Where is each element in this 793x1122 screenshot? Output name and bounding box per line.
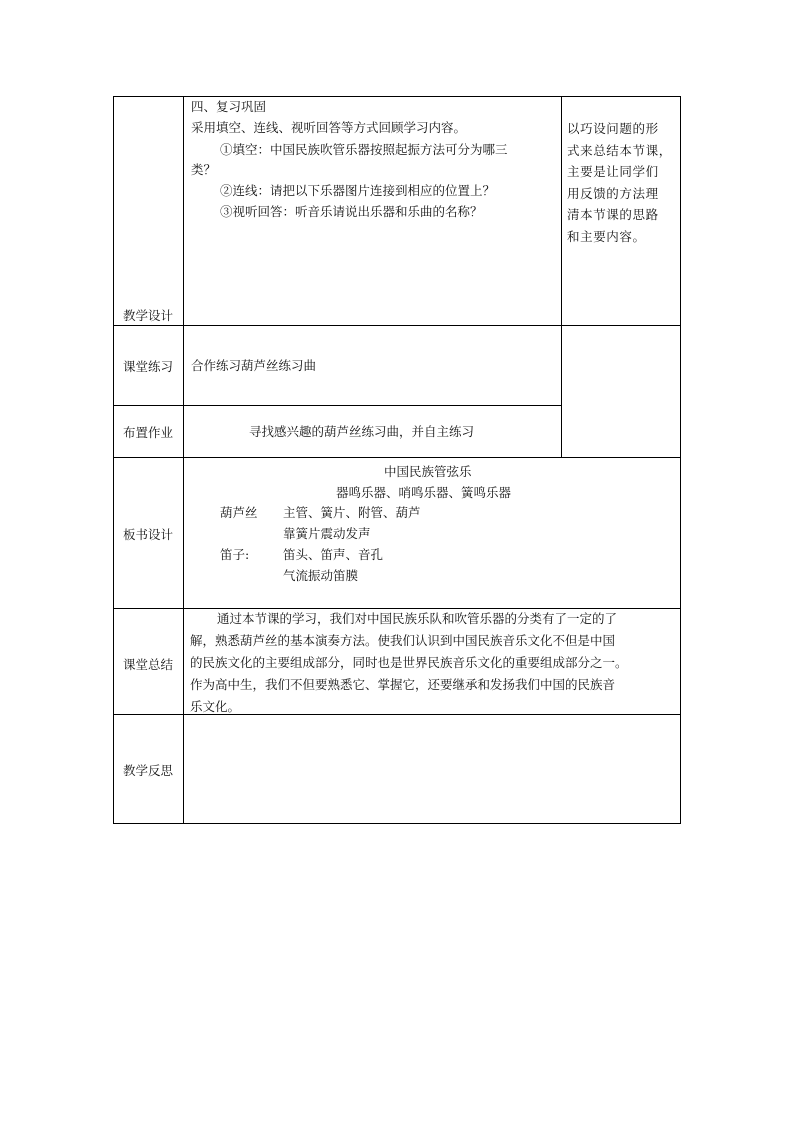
summary-line: 作为高中生，我们不但要熟悉它、掌握它，还要继承和发扬我们中国的民族音 [190, 677, 616, 692]
row-divider-2 [113, 405, 561, 406]
summary-line: 解，熟悉葫芦丝的基本演奏方法。使我们认识到中国民族音乐文化不但是中国 [190, 633, 616, 648]
homework-content: 寻找感兴趣的葫芦丝练习曲，并自主练习 [249, 424, 475, 439]
classroom-practice-content: 合作练习葫芦丝练习曲 [191, 358, 317, 373]
note-column-divider [561, 96, 562, 458]
question-fill-blank-cont: 类？ [191, 162, 217, 177]
dizi-name: 笛子: [220, 547, 250, 562]
table-border-bottom [113, 823, 680, 824]
side-note-line: 主要是让同学们 [567, 164, 659, 179]
summary-paragraph [190, 608, 678, 718]
review-intro: 采用填空、连线、视听回答等方式回顾学习内容。 [191, 120, 467, 135]
hulusi-parts: 主管、簧片、附管、葫芦 [283, 505, 421, 520]
side-note-line: 和主要内容。 [567, 228, 646, 244]
side-note-line: 以巧设问题的形 [567, 121, 659, 136]
label-column-divider [183, 96, 184, 824]
hulusi-sound: 靠簧片震动发声 [283, 526, 371, 541]
summary-line: 乐文化。 [190, 699, 241, 714]
classroom-practice-label: 课堂练习 [122, 359, 173, 374]
review-title: 四、复习巩固 [191, 99, 267, 114]
reflection-label: 教学反思 [122, 763, 173, 778]
row-divider-3 [113, 457, 680, 458]
teaching-design-label: 教学设计 [122, 308, 173, 323]
board-title: 中国民族管弦乐 [384, 464, 472, 479]
side-note-line: 清本节课的思路 [567, 207, 659, 222]
board-design-label: 板书设计 [122, 527, 173, 542]
question-listening: ③视听回答：听音乐请说出乐器和乐曲的名称？ [220, 204, 483, 219]
side-note-line: 用反馈的方法理 [567, 185, 659, 201]
hulusi-name: 葫芦丝 [220, 505, 258, 520]
dizi-parts: 笛头、笛声、音孔 [283, 547, 384, 562]
dizi-sound: 气流振动笛膜 [283, 568, 359, 583]
table-border-left [113, 96, 114, 824]
question-matching: ②连线：请把以下乐器图片连接到相应的位置上？ [220, 183, 496, 198]
design-side-note [567, 118, 677, 247]
question-fill-blank: ①填空：中国民族吹管乐器按照起振方法可分为哪三 [220, 142, 508, 157]
side-note-line: 式来总结本节课， [567, 142, 672, 158]
row-divider-1 [113, 325, 680, 326]
board-categories: 器鸣乐器、哨鸣乐器、簧鸣乐器 [336, 485, 512, 500]
summary-line: 的民族文化的主要组成部分，同时也是世界民族音乐文化的重要组成部分之一。 [190, 655, 628, 670]
summary-label: 课堂总结 [122, 657, 173, 672]
homework-label: 布置作业 [122, 425, 173, 440]
summary-line: 通过本节课的学习，我们对中国民族乐队和吹管乐器的分类有了一定的了 [217, 611, 618, 626]
table-border-right [680, 96, 681, 824]
